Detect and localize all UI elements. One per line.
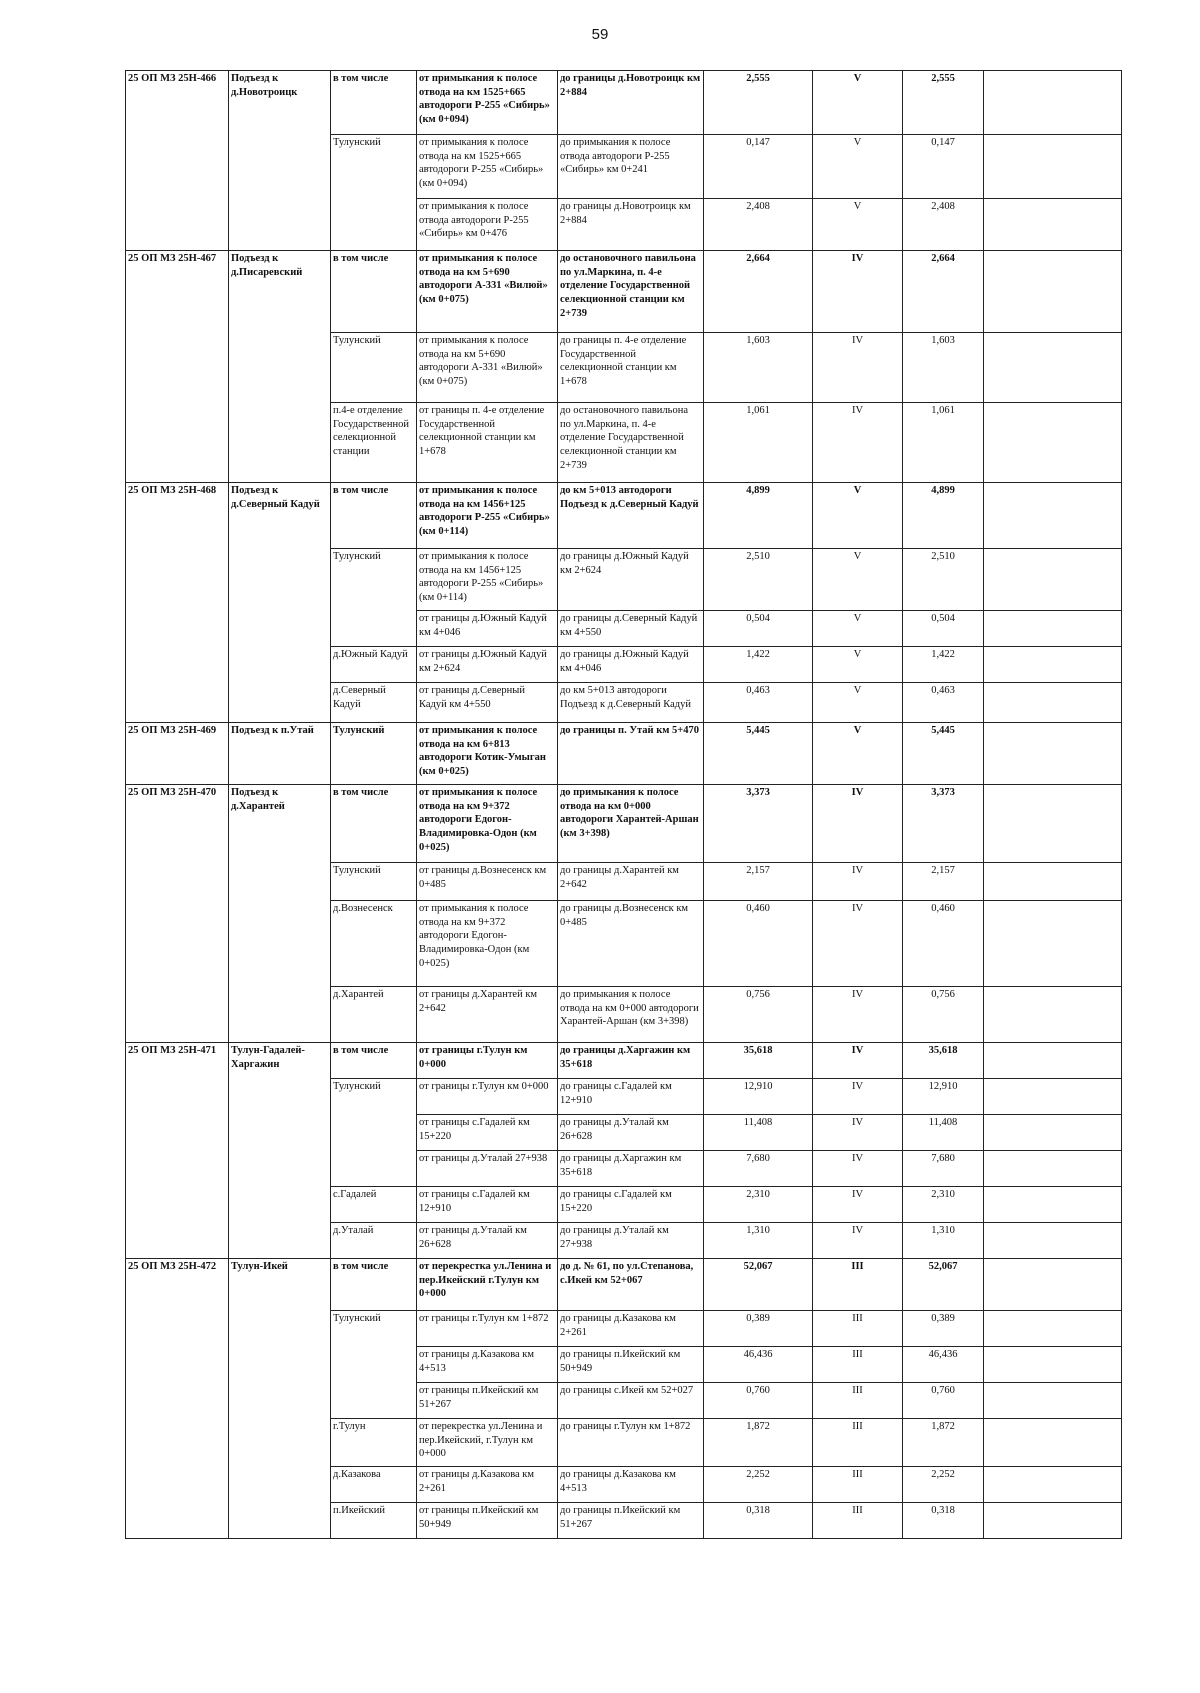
table-row bbox=[126, 723, 1122, 785]
category-cell: III bbox=[813, 1383, 903, 1419]
category-cell: V bbox=[813, 723, 903, 785]
road-id-cell: 25 ОП МЗ 25Н-471 bbox=[126, 1043, 229, 1259]
district-cell: с.Гадалей bbox=[331, 1187, 417, 1223]
category-cell: V bbox=[813, 611, 903, 647]
category-cell: IV bbox=[813, 987, 903, 1043]
empty-cell bbox=[984, 333, 1122, 403]
total-length-cell: 0,504 bbox=[903, 611, 984, 647]
to-cell: до границы д.Уталай км 26+628 bbox=[558, 1115, 704, 1151]
category-cell: V bbox=[813, 71, 903, 135]
to-cell: до примыкания к полосе отвода автодороги Р-255 «Сибирь» км 0+241 bbox=[558, 135, 704, 199]
district-cell: в том числе bbox=[331, 483, 417, 549]
from-cell: от границы п. 4-е отделение Государственной селекционной станции км 1+678 bbox=[417, 403, 558, 483]
district-cell: в том числе bbox=[331, 71, 417, 135]
district-cell: Тулунский bbox=[331, 333, 417, 403]
empty-cell bbox=[984, 135, 1122, 199]
total-length-cell: 1,310 bbox=[903, 1223, 984, 1259]
total-length-cell: 2,555 bbox=[903, 71, 984, 135]
category-cell: IV bbox=[813, 1115, 903, 1151]
total-length-cell: 4,899 bbox=[903, 483, 984, 549]
category-cell: IV bbox=[813, 1079, 903, 1115]
empty-cell bbox=[984, 863, 1122, 901]
length-cell: 0,460 bbox=[704, 901, 813, 987]
from-cell: от примыкания к полосе отвода на км 5+690 автодороги А-331 «Вилюй» (км 0+075) bbox=[417, 251, 558, 333]
empty-cell bbox=[984, 987, 1122, 1043]
to-cell: до границы д.Харантей км 2+642 bbox=[558, 863, 704, 901]
road-name-cell: Подъезд к д.Писаревский bbox=[229, 251, 331, 483]
total-length-cell: 2,664 bbox=[903, 251, 984, 333]
to-cell: до границы д.Уталай км 27+938 bbox=[558, 1223, 704, 1259]
category-cell: IV bbox=[813, 785, 903, 863]
to-cell: до границы с.Гадалей км 12+910 bbox=[558, 1079, 704, 1115]
empty-cell bbox=[984, 251, 1122, 333]
from-cell: от примыкания к полосе отвода на км 1456+125 автодороги Р-255 «Сибирь» (км 0+114) bbox=[417, 483, 558, 549]
from-cell: от перекрестка ул.Ленина и пер.Икейский г.Тулун км 0+000 bbox=[417, 1259, 558, 1311]
from-cell: от границы п.Икейский км 50+949 bbox=[417, 1503, 558, 1539]
from-cell: от примыкания к полосе отвода на км 5+690 автодороги А-331 «Вилюй» (км 0+075) bbox=[417, 333, 558, 403]
road-id-cell: 25 ОП МЗ 25Н-467 bbox=[126, 251, 229, 483]
empty-cell bbox=[984, 785, 1122, 863]
to-cell: до границы д.Казакова км 4+513 bbox=[558, 1467, 704, 1503]
road-id-cell: 25 ОП МЗ 25Н-469 bbox=[126, 723, 229, 785]
empty-cell bbox=[984, 1151, 1122, 1187]
empty-cell bbox=[984, 1467, 1122, 1503]
length-cell: 52,067 bbox=[704, 1259, 813, 1311]
category-cell: IV bbox=[813, 901, 903, 987]
road-name-cell: Подъезд к п.Утай bbox=[229, 723, 331, 785]
to-cell: до границы с.Икей км 52+027 bbox=[558, 1383, 704, 1419]
category-cell: IV bbox=[813, 403, 903, 483]
empty-cell bbox=[984, 1115, 1122, 1151]
length-cell: 0,504 bbox=[704, 611, 813, 647]
length-cell: 0,318 bbox=[704, 1503, 813, 1539]
district-cell: в том числе bbox=[331, 1259, 417, 1311]
length-cell: 35,618 bbox=[704, 1043, 813, 1079]
district-cell: д.Казакова bbox=[331, 1467, 417, 1503]
empty-cell bbox=[984, 1383, 1122, 1419]
district-cell: Тулунский bbox=[331, 135, 417, 251]
total-length-cell: 3,373 bbox=[903, 785, 984, 863]
to-cell: до границы п.Икейский км 50+949 bbox=[558, 1347, 704, 1383]
district-cell: Тулунский bbox=[331, 723, 417, 785]
empty-cell bbox=[984, 1347, 1122, 1383]
to-cell: до границы д.Харгажин км 35+618 bbox=[558, 1151, 704, 1187]
empty-cell bbox=[984, 901, 1122, 987]
category-cell: IV bbox=[813, 863, 903, 901]
from-cell: от примыкания к полосе отвода на км 1525+665 автодороги Р-255 «Сибирь» (км 0+094) bbox=[417, 71, 558, 135]
total-length-cell: 0,147 bbox=[903, 135, 984, 199]
road-name-cell: Подъезд к д.Новотроицк bbox=[229, 71, 331, 251]
from-cell: от границы д.Южный Кадуй км 2+624 bbox=[417, 647, 558, 683]
road-name-cell: Тулун-Гадалей-Харгажин bbox=[229, 1043, 331, 1259]
total-length-cell: 5,445 bbox=[903, 723, 984, 785]
to-cell: до границы д.Новотроицк км 2+884 bbox=[558, 71, 704, 135]
district-cell: Тулунский bbox=[331, 1311, 417, 1419]
from-cell: от границы д.Казакова км 2+261 bbox=[417, 1467, 558, 1503]
page-number: 59 bbox=[591, 26, 609, 43]
empty-cell bbox=[984, 683, 1122, 723]
length-cell: 0,756 bbox=[704, 987, 813, 1043]
length-cell: 0,463 bbox=[704, 683, 813, 723]
empty-cell bbox=[984, 1503, 1122, 1539]
to-cell: до км 5+013 автодороги Подъезд к д.Северный Кадуй bbox=[558, 483, 704, 549]
total-length-cell: 2,310 bbox=[903, 1187, 984, 1223]
table-row bbox=[126, 1043, 1122, 1079]
district-cell: г.Тулун bbox=[331, 1419, 417, 1467]
category-cell: IV bbox=[813, 1151, 903, 1187]
to-cell: до границы д.Новотроицк км 2+884 bbox=[558, 199, 704, 251]
category-cell: V bbox=[813, 199, 903, 251]
empty-cell bbox=[984, 71, 1122, 135]
road-id-cell: 25 ОП МЗ 25Н-466 bbox=[126, 71, 229, 251]
from-cell: от границы с.Гадалей км 12+910 bbox=[417, 1187, 558, 1223]
length-cell: 2,157 bbox=[704, 863, 813, 901]
total-length-cell: 0,756 bbox=[903, 987, 984, 1043]
from-cell: от примыкания к полосе отвода на км 6+813 автодороги Котик-Умыган (км 0+025) bbox=[417, 723, 558, 785]
to-cell: до границы п.Икейский км 51+267 bbox=[558, 1503, 704, 1539]
empty-cell bbox=[984, 1043, 1122, 1079]
category-cell: IV bbox=[813, 251, 903, 333]
to-cell: до границы д.Южный Кадуй км 2+624 bbox=[558, 549, 704, 611]
length-cell: 1,310 bbox=[704, 1223, 813, 1259]
empty-cell bbox=[984, 1259, 1122, 1311]
from-cell: от примыкания к полосе отвода автодороги Р-255 «Сибирь» км 0+476 bbox=[417, 199, 558, 251]
road-name-cell: Подъезд к д.Харантей bbox=[229, 785, 331, 1043]
empty-cell bbox=[984, 611, 1122, 647]
road-id-cell: 25 ОП МЗ 25Н-472 bbox=[126, 1259, 229, 1539]
total-length-cell: 0,463 bbox=[903, 683, 984, 723]
to-cell: до границы д.Северный Кадуй км 4+550 bbox=[558, 611, 704, 647]
to-cell: до остановочного павильона по ул.Маркина, п. 4-е отделение Государственной селекционной станции км 2+739 bbox=[558, 403, 704, 483]
to-cell: до границы д.Харгажин км 35+618 bbox=[558, 1043, 704, 1079]
from-cell: от границы д.Уталай 27+938 bbox=[417, 1151, 558, 1187]
from-cell: от границы д.Казакова км 4+513 bbox=[417, 1347, 558, 1383]
district-cell: д.Северный Кадуй bbox=[331, 683, 417, 723]
from-cell: от границы д.Северный Кадуй км 4+550 bbox=[417, 683, 558, 723]
length-cell: 1,061 bbox=[704, 403, 813, 483]
district-cell: п.Икейский bbox=[331, 1503, 417, 1539]
length-cell: 46,436 bbox=[704, 1347, 813, 1383]
to-cell: до границы п. 4-е отделение Государственной селекционной станции км 1+678 bbox=[558, 333, 704, 403]
from-cell: от границы д.Южный Кадуй км 4+046 bbox=[417, 611, 558, 647]
to-cell: до примыкания к полосе отвода на км 0+000 автодороги Харантей-Аршан (км 3+398) bbox=[558, 987, 704, 1043]
empty-cell bbox=[984, 483, 1122, 549]
empty-cell bbox=[984, 549, 1122, 611]
total-length-cell: 2,252 bbox=[903, 1467, 984, 1503]
total-length-cell: 0,318 bbox=[903, 1503, 984, 1539]
length-cell: 2,664 bbox=[704, 251, 813, 333]
table-row bbox=[126, 251, 1122, 333]
table-row bbox=[126, 785, 1122, 863]
district-cell: Тулунский bbox=[331, 549, 417, 647]
length-cell: 2,408 bbox=[704, 199, 813, 251]
total-length-cell: 0,760 bbox=[903, 1383, 984, 1419]
category-cell: V bbox=[813, 683, 903, 723]
total-length-cell: 1,872 bbox=[903, 1419, 984, 1467]
from-cell: от границы с.Гадалей км 15+220 bbox=[417, 1115, 558, 1151]
table-row bbox=[126, 71, 1122, 135]
from-cell: от границы д.Вознесенск км 0+485 bbox=[417, 863, 558, 901]
district-cell: п.4-е отделение Государственной селекционной станции bbox=[331, 403, 417, 483]
from-cell: от границы г.Тулун км 1+872 bbox=[417, 1311, 558, 1347]
from-cell: от примыкания к полосе отвода на км 9+372 автодороги Едогон-Владимировка-Одон (км 0+025) bbox=[417, 901, 558, 987]
category-cell: V bbox=[813, 647, 903, 683]
length-cell: 11,408 bbox=[704, 1115, 813, 1151]
district-cell: Тулунский bbox=[331, 1079, 417, 1187]
category-cell: III bbox=[813, 1419, 903, 1467]
from-cell: от границы г.Тулун км 0+000 bbox=[417, 1043, 558, 1079]
total-length-cell: 0,389 bbox=[903, 1311, 984, 1347]
to-cell: до границы г.Тулун км 1+872 bbox=[558, 1419, 704, 1467]
empty-cell bbox=[984, 1187, 1122, 1223]
length-cell: 1,872 bbox=[704, 1419, 813, 1467]
category-cell: V bbox=[813, 135, 903, 199]
to-cell: до границы с.Гадалей км 15+220 bbox=[558, 1187, 704, 1223]
total-length-cell: 52,067 bbox=[903, 1259, 984, 1311]
length-cell: 7,680 bbox=[704, 1151, 813, 1187]
total-length-cell: 11,408 bbox=[903, 1115, 984, 1151]
district-cell: д.Уталай bbox=[331, 1223, 417, 1259]
empty-cell bbox=[984, 1079, 1122, 1115]
district-cell: д.Вознесенск bbox=[331, 901, 417, 987]
length-cell: 2,510 bbox=[704, 549, 813, 611]
category-cell: III bbox=[813, 1347, 903, 1383]
empty-cell bbox=[984, 647, 1122, 683]
total-length-cell: 12,910 bbox=[903, 1079, 984, 1115]
category-cell: III bbox=[813, 1467, 903, 1503]
total-length-cell: 2,157 bbox=[903, 863, 984, 901]
length-cell: 4,899 bbox=[704, 483, 813, 549]
empty-cell bbox=[984, 1223, 1122, 1259]
from-cell: от примыкания к полосе отвода на км 1456+125 автодороги Р-255 «Сибирь» (км 0+114) bbox=[417, 549, 558, 611]
empty-cell bbox=[984, 1419, 1122, 1467]
road-id-cell: 25 ОП МЗ 25Н-470 bbox=[126, 785, 229, 1043]
to-cell: до остановочного павильона по ул.Маркина, п. 4-е отделение Государственной селекционной станции км 2+739 bbox=[558, 251, 704, 333]
from-cell: от перекрестка ул.Ленина и пер.Икейский, г.Тулун км 0+000 bbox=[417, 1419, 558, 1467]
district-cell: в том числе bbox=[331, 1043, 417, 1079]
length-cell: 5,445 bbox=[704, 723, 813, 785]
to-cell: до границы д.Вознесенск км 0+485 bbox=[558, 901, 704, 987]
length-cell: 2,555 bbox=[704, 71, 813, 135]
empty-cell bbox=[984, 1311, 1122, 1347]
to-cell: до д. № 61, по ул.Степанова, с.Икей км 52+067 bbox=[558, 1259, 704, 1311]
category-cell: III bbox=[813, 1259, 903, 1311]
category-cell: IV bbox=[813, 1187, 903, 1223]
from-cell: от границы п.Икейский км 51+267 bbox=[417, 1383, 558, 1419]
to-cell: до границы д.Казакова км 2+261 bbox=[558, 1311, 704, 1347]
from-cell: от границы д.Уталай км 26+628 bbox=[417, 1223, 558, 1259]
total-length-cell: 2,510 bbox=[903, 549, 984, 611]
length-cell: 3,373 bbox=[704, 785, 813, 863]
road-id-cell: 25 ОП МЗ 25Н-468 bbox=[126, 483, 229, 723]
from-cell: от примыкания к полосе отвода на км 1525+665 автодороги Р-255 «Сибирь» (км 0+094) bbox=[417, 135, 558, 199]
total-length-cell: 7,680 bbox=[903, 1151, 984, 1187]
from-cell: от границы д.Харантей км 2+642 bbox=[417, 987, 558, 1043]
total-length-cell: 35,618 bbox=[903, 1043, 984, 1079]
road-name-cell: Тулун-Икей bbox=[229, 1259, 331, 1539]
road-register-table bbox=[125, 70, 1122, 1539]
category-cell: V bbox=[813, 483, 903, 549]
category-cell: IV bbox=[813, 1043, 903, 1079]
empty-cell bbox=[984, 403, 1122, 483]
length-cell: 0,389 bbox=[704, 1311, 813, 1347]
category-cell: III bbox=[813, 1311, 903, 1347]
length-cell: 2,310 bbox=[704, 1187, 813, 1223]
from-cell: от примыкания к полосе отвода на км 9+372 автодороги Едогон-Владимировка-Одон (км 0+025) bbox=[417, 785, 558, 863]
total-length-cell: 0,460 bbox=[903, 901, 984, 987]
table-row bbox=[126, 1259, 1122, 1311]
total-length-cell: 1,061 bbox=[903, 403, 984, 483]
total-length-cell: 1,422 bbox=[903, 647, 984, 683]
length-cell: 1,422 bbox=[704, 647, 813, 683]
category-cell: IV bbox=[813, 1223, 903, 1259]
category-cell: III bbox=[813, 1503, 903, 1539]
district-cell: Тулунский bbox=[331, 863, 417, 901]
table-row bbox=[126, 483, 1122, 549]
category-cell: V bbox=[813, 549, 903, 611]
length-cell: 0,760 bbox=[704, 1383, 813, 1419]
district-cell: в том числе bbox=[331, 251, 417, 333]
length-cell: 2,252 bbox=[704, 1467, 813, 1503]
length-cell: 12,910 bbox=[704, 1079, 813, 1115]
district-cell: д.Харантей bbox=[331, 987, 417, 1043]
empty-cell bbox=[984, 723, 1122, 785]
to-cell: до границы д.Южный Кадуй км 4+046 bbox=[558, 647, 704, 683]
district-cell: в том числе bbox=[331, 785, 417, 863]
length-cell: 0,147 bbox=[704, 135, 813, 199]
road-name-cell: Подъезд к д.Северный Кадуй bbox=[229, 483, 331, 723]
total-length-cell: 1,603 bbox=[903, 333, 984, 403]
from-cell: от границы г.Тулун км 0+000 bbox=[417, 1079, 558, 1115]
district-cell: д.Южный Кадуй bbox=[331, 647, 417, 683]
to-cell: до км 5+013 автодороги Подъезд к д.Северный Кадуй bbox=[558, 683, 704, 723]
to-cell: до границы п. Утай км 5+470 bbox=[558, 723, 704, 785]
total-length-cell: 2,408 bbox=[903, 199, 984, 251]
category-cell: IV bbox=[813, 333, 903, 403]
to-cell: до примыкания к полосе отвода на км 0+000 автодороги Харантей-Аршан (км 3+398) bbox=[558, 785, 704, 863]
length-cell: 1,603 bbox=[704, 333, 813, 403]
empty-cell bbox=[984, 199, 1122, 251]
total-length-cell: 46,436 bbox=[903, 1347, 984, 1383]
